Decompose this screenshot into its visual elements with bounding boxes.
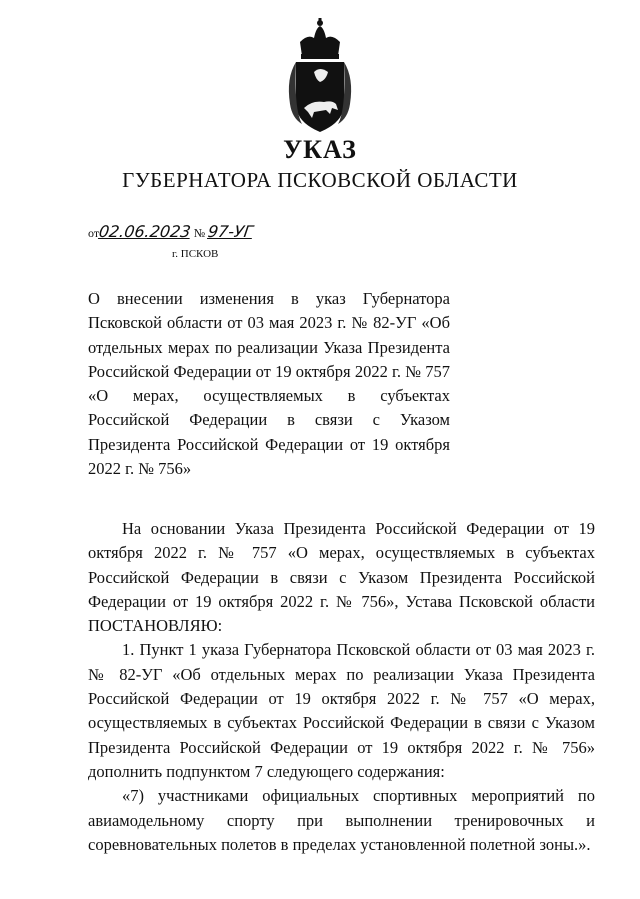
handwritten-number: 97-УГ bbox=[206, 222, 255, 241]
number-sign: № bbox=[193, 226, 206, 240]
preamble-paragraph: На основании Указа Президента Российской Федерации от 19 октября 2022 г. № 757 «О мерах, осуществляемых в субъектах Российской Федерации в связи с Указом Президента Российской Федерации от 19 октября 2022 г. № 756», Устава Псковской области ПОСТАНОВЛЯЮ: bbox=[88, 519, 595, 636]
subject-text: О внесении изменения в указ Губернатора Псковской области от 03 мая 2023 г. № 82-УГ «Об отдельных мерах по реализации Указа Президента Российской Федерации от 19 октября 2022 г. № 757 «О мерах, осуществляемых в субъектах Российской Федерации в связи с Указом Президента Российской Федерации от 19 октября 2022 г. № 756» bbox=[88, 289, 450, 479]
pskov-coat-of-arms-icon bbox=[278, 18, 362, 136]
date-number-line bbox=[88, 222, 253, 241]
item-1-paragraph: 1. Пункт 1 указа Губернатора Псковской области от 03 мая 2023 г. № 82-УГ «Об отдельных мерах по реализации Указа Президента Российской Федерации от 19 октября 2022 г. № 757 «О мерах, осуществляемых в субъектах Российской Федерации в связи с Указом Президента Российской Федерации от 19 октября 2022 г. № 756» дополнить подпунктом 7 следующего содержания: bbox=[88, 640, 595, 781]
document-title: УКАЗ bbox=[283, 135, 357, 164]
subitem-7-paragraph: «7) участниками официальных спортивных мероприятий по авиамодельному спорту при выполнении тренировочных и соревновательных полетов в пределах установленной полетной зоны.». bbox=[88, 786, 595, 854]
document-subject bbox=[88, 287, 450, 481]
city-label: г. ПСКОВ bbox=[172, 248, 219, 260]
handwritten-date: 02.06.2023 bbox=[97, 222, 193, 241]
date-prefix: от bbox=[88, 226, 100, 240]
document-subtitle: ГУБЕРНАТОРА ПСКОВСКОЙ ОБЛАСТИ bbox=[122, 168, 518, 192]
document-body bbox=[88, 517, 595, 857]
